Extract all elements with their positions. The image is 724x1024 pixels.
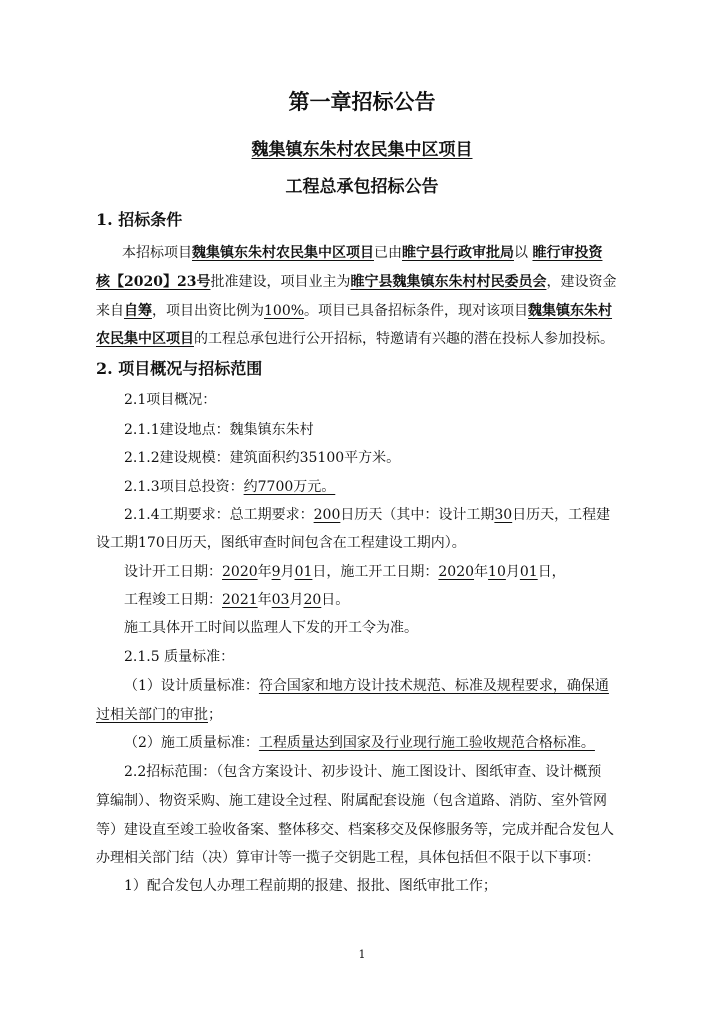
section2-line-7: 设计开工日期：2020年9月01日，施工开工日期：2020年10月01日，	[124, 564, 566, 580]
section2-line-2: 2.1.1建设地点：魏集镇东朱村	[124, 422, 314, 438]
section1-line-2: 核【2020】23号批准建设，项目业主为睢宁县魏集镇东朱村村民委员会，建设资金	[96, 274, 617, 290]
section2-line-18: 1）配合发包人办理工程前期的报建、报批、图纸审批工作；	[124, 878, 497, 894]
section2-line-11: （1）设计质量标准：符合国家和地方设计技术规范、标准及规程要求，确保通	[124, 678, 609, 694]
section2-line-14: 2.2招标范围：（包含方案设计、初步设计、施工图设计、图纸审查、设计概预	[124, 764, 602, 780]
section2-line-10: 2.1.5 质量标准：	[124, 649, 235, 665]
section2-line-13: （2）施工质量标准：工程质量达到国家及行业现行施工验收规范合格标准。	[124, 735, 595, 751]
section1-line-1: 本招标项目魏集镇东朱村农民集中区项目已由睢宁县行政审批局以 睢行审投资	[122, 245, 603, 261]
section2-heading: 2. 项目概况与招标范围	[96, 359, 263, 378]
page-number: 1	[358, 948, 366, 961]
section2-line-3: 2.1.2建设规模：建筑面积约35100平方米。	[124, 450, 401, 466]
announcement-title: 工程总承包招标公告	[285, 177, 439, 197]
section2-line-8: 工程竣工日期：2021年03月20日。	[124, 592, 350, 608]
section1-line-4: 农民集中区项目的工程总承包进行公开招标，特邀请有兴趣的潜在投标人参加投标。	[96, 331, 614, 347]
section2-line-15: 算编制）、物资采购、施工建设全过程、附属配套设施（包含道路、消防、室外管网	[96, 793, 607, 809]
section2-line-9: 施工具体开工时间以监理人下发的开工令为准。	[124, 620, 418, 636]
section2-line-6: 设工期170日历天，图纸审查时间包含在工程建设工期内）。	[96, 535, 466, 551]
section2-line-12: 过相关部门的审批；	[96, 707, 222, 723]
section2-line-1: 2.1项目概况：	[124, 392, 217, 408]
section1-line-3: 来自自筹，项目出资比例为100%。项目已具备招标条件，现对该项目魏集镇东朱村	[96, 303, 613, 319]
section2-line-5: 2.1.4工期要求：总工期要求：200日历天（其中：设计工期30日历天，工程建	[124, 507, 611, 523]
section2-line-4: 2.1.3项目总投资：约7700万元。	[124, 479, 336, 495]
section1-heading: 1. 招标条件	[96, 210, 183, 229]
section2-line-17: 办理相关部门结（决）算审计等一揽子交钥匙工程，具体包括但不限于以下事项：	[96, 850, 600, 866]
project-title: 魏集镇东朱村农民集中区项目	[251, 140, 473, 160]
section2-line-16: 等）建设直至竣工验收备案、整体移交、档案移交及保修服务等，完成并配合发包人	[96, 822, 614, 838]
chapter-title: 第一章招标公告	[288, 89, 436, 114]
